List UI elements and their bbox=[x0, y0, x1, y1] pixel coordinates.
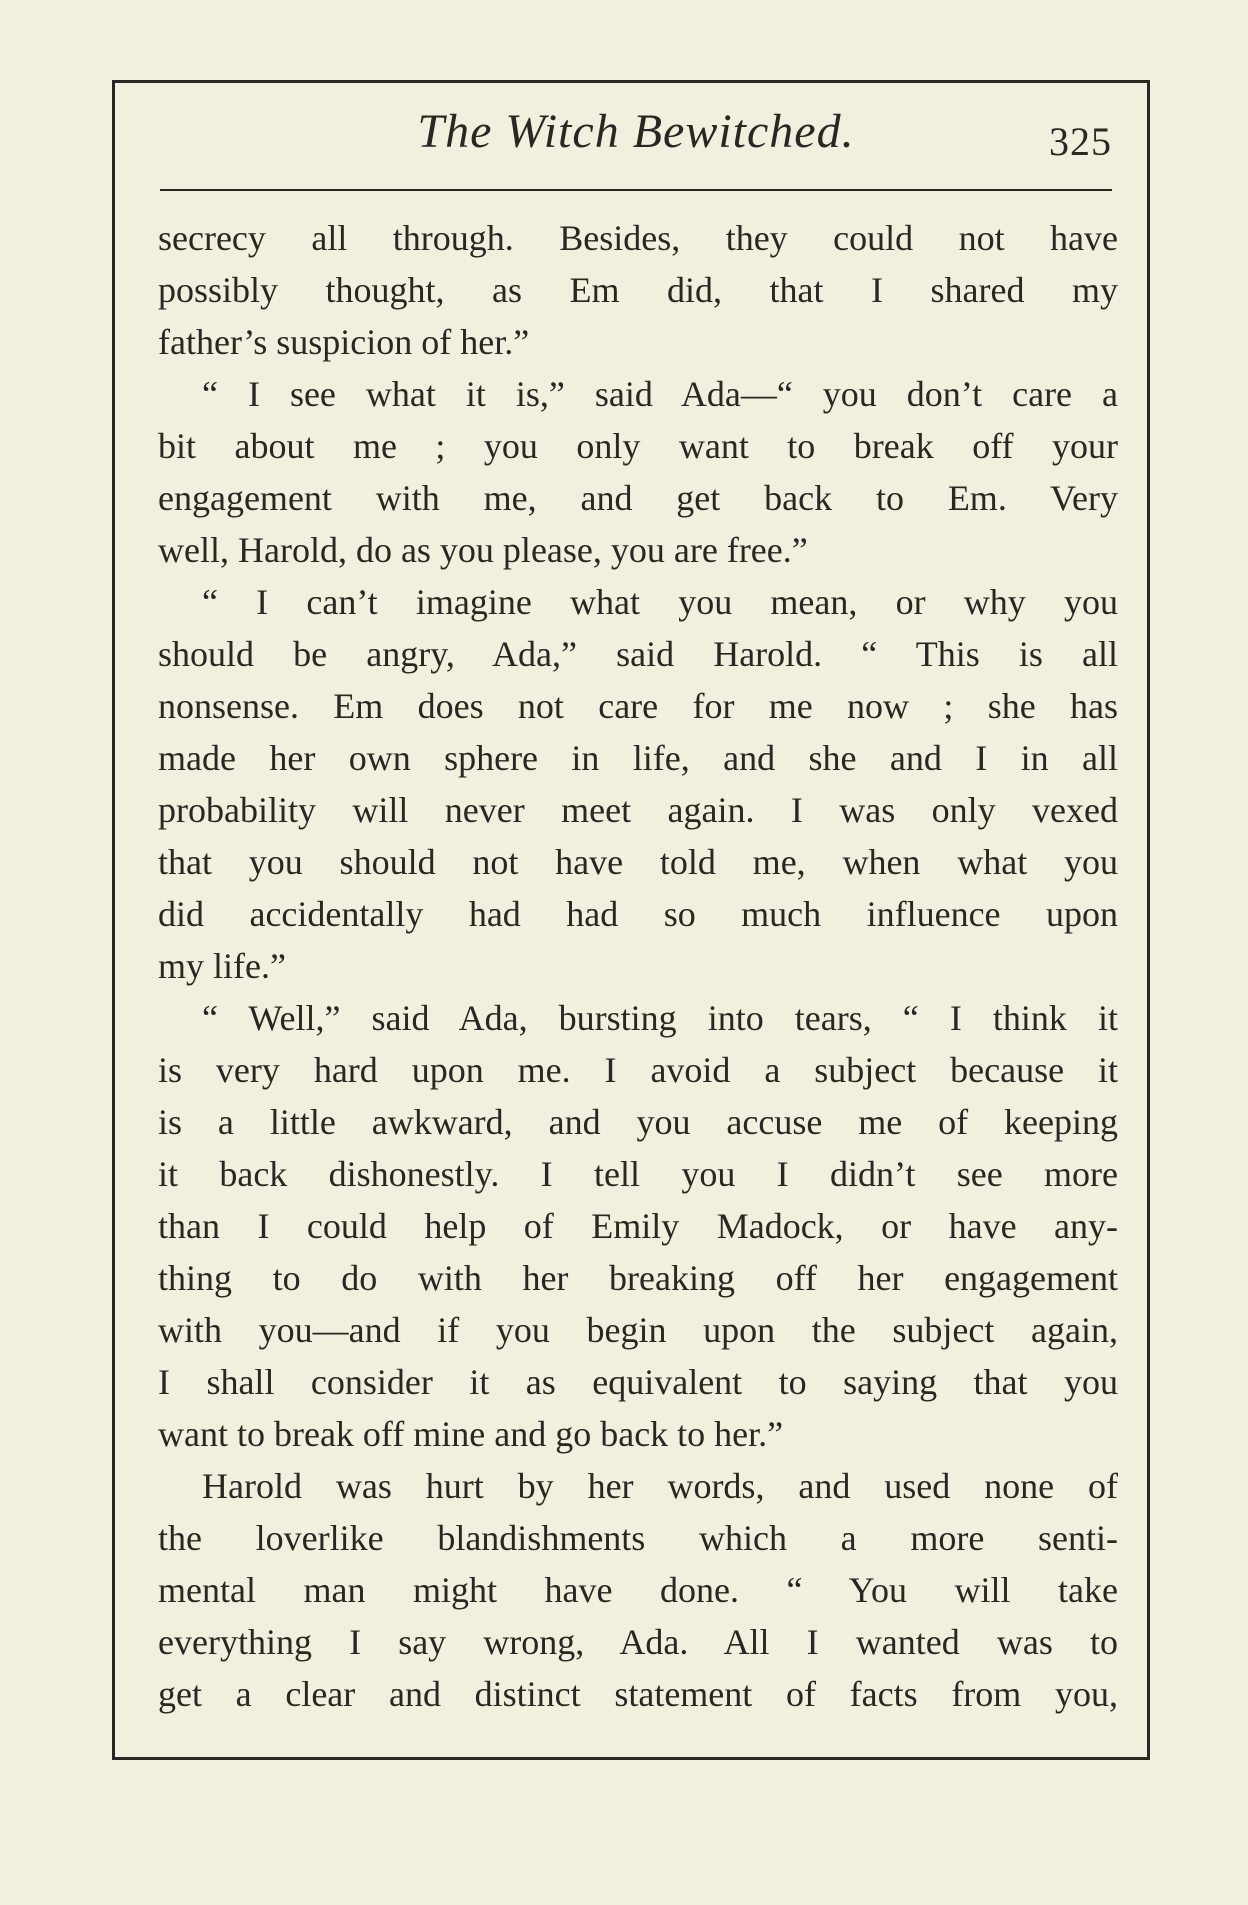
text-line: get a clear and distinct statement of facts from you, bbox=[158, 1674, 1118, 1714]
body-text bbox=[158, 212, 1118, 1720]
text-line: my life.” bbox=[158, 946, 286, 986]
text-line: made her own sphere in life, and she and I in all bbox=[158, 738, 1118, 778]
text-line: everything I say wrong, Ada. All I wanted was to bbox=[158, 1622, 1118, 1662]
text-line: possibly thought, as Em did, that I shared my bbox=[158, 270, 1118, 310]
text-line: bit about me ; you only want to break off your bbox=[158, 426, 1118, 466]
text-line: is very hard upon me. I avoid a subject because it bbox=[158, 1050, 1118, 1090]
header-rule bbox=[160, 189, 1112, 191]
text-line: engagement with me, and get back to Em. Very bbox=[158, 478, 1118, 518]
text-line: should be angry, Ada,” said Harold. “ This is all bbox=[158, 634, 1118, 674]
text-line: thing to do with her breaking off her engagement bbox=[158, 1258, 1118, 1298]
text-line: than I could help of Emily Madock, or have any- bbox=[158, 1206, 1118, 1246]
text-line: “ I can’t imagine what you mean, or why you bbox=[202, 582, 1118, 622]
text-line: “ I see what it is,” said Ada—“ you don’t care a bbox=[202, 374, 1118, 414]
text-line: father’s suspicion of her.” bbox=[158, 322, 530, 362]
page-header bbox=[160, 100, 1112, 190]
text-line: secrecy all through. Besides, they could not have bbox=[158, 218, 1118, 258]
text-line: nonsense. Em does not care for me now ; she has bbox=[158, 686, 1118, 726]
text-line: Harold was hurt by her words, and used none of bbox=[202, 1466, 1118, 1506]
running-title: The Witch Bewitched. bbox=[417, 105, 855, 158]
text-line: “ Well,” said Ada, bursting into tears, “ I think it bbox=[202, 998, 1118, 1038]
text-line: with you—and if you begin upon the subject again, bbox=[158, 1310, 1118, 1350]
text-line: did accidentally had had so much influence upon bbox=[158, 894, 1118, 934]
page-number: 325 bbox=[1049, 119, 1112, 164]
text-line: well, Harold, do as you please, you are free.” bbox=[158, 530, 808, 570]
text-line: probability will never meet again. I was only vexed bbox=[158, 790, 1118, 830]
text-line: is a little awkward, and you accuse me of keeping bbox=[158, 1102, 1118, 1142]
text-line: the loverlike blandishments which a more senti- bbox=[158, 1518, 1118, 1558]
text-line: mental man might have done. “ You will take bbox=[158, 1570, 1118, 1610]
text-line: it back dishonestly. I tell you I didn’t see more bbox=[158, 1154, 1118, 1194]
text-line: I shall consider it as equivalent to saying that you bbox=[158, 1362, 1118, 1402]
text-line: want to break off mine and go back to her.” bbox=[158, 1414, 784, 1454]
text-line: that you should not have told me, when what you bbox=[158, 842, 1118, 882]
